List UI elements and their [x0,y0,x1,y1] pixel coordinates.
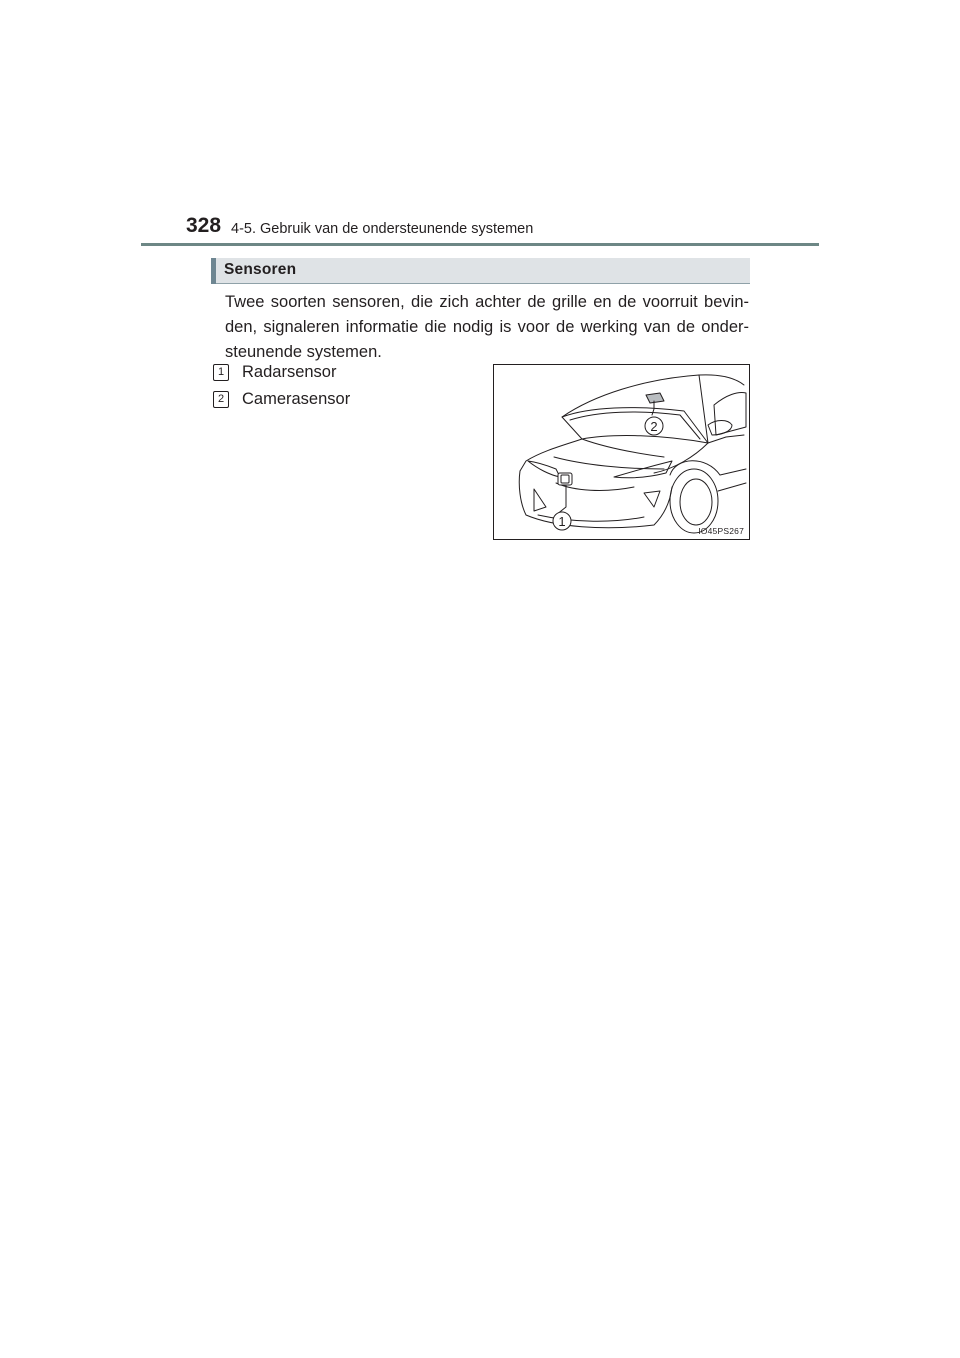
front-wheel [670,469,718,533]
leader-line-radar [556,485,566,515]
legend-label: Camerasensor [242,390,351,408]
intro-paragraph: Twee soorten sensoren, die zich achter de grille en de voorruit bevin-den, signaleren informatie die nodig is voor de werking van de onder-steunende systemen. [225,293,749,361]
car-drawing [494,365,749,539]
section-heading [211,258,750,284]
camera-sensor-shape [646,393,664,403]
legend-number: 1 [213,364,229,381]
windshield-outline [562,408,708,443]
chapter-title: 4-5. Gebruik van de ondersteunende systemen [231,221,534,237]
figure-code: IO45PS267 [698,526,744,536]
headlight-left [528,461,560,477]
section-accent [211,258,216,284]
section-title: Sensoren [224,261,297,278]
hood-outline [520,439,582,471]
side-mirror [708,421,732,436]
car-illustration [493,364,750,540]
side-window [714,393,746,436]
page-number: 328 [186,214,222,237]
callout-2: 2 [650,419,658,434]
windshield-inner [570,412,700,439]
callout-1: 1 [558,514,566,529]
legend-label: Radarsensor [242,363,337,381]
header-rule [141,243,819,246]
legend-number: 2 [213,391,229,408]
